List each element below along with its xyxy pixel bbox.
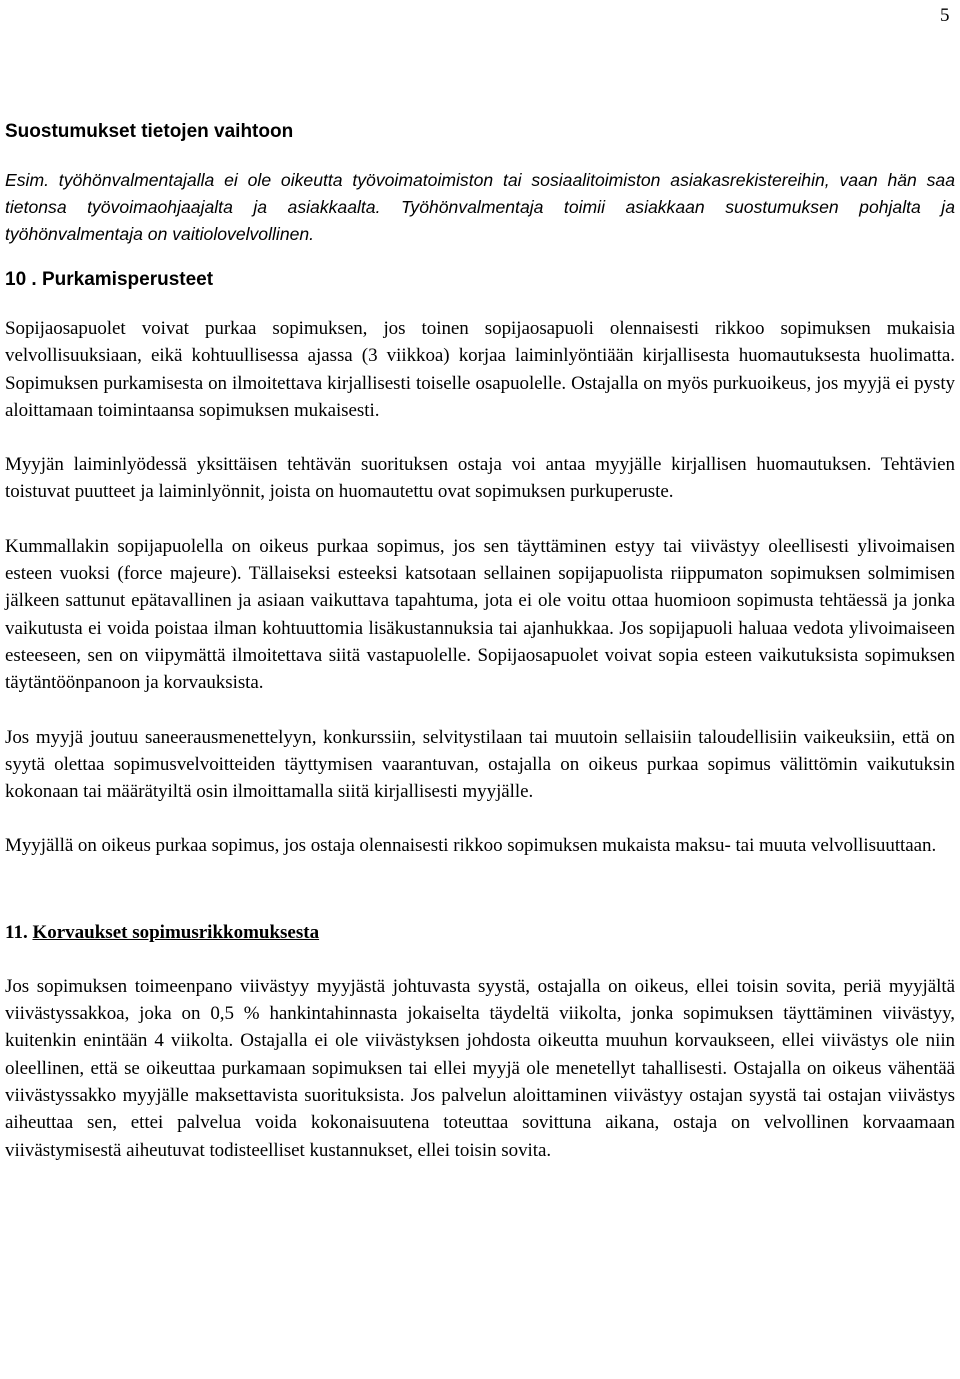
document-body [5, 118, 955, 1164]
section-10-paragraph-5: Myyjällä on oikeus purkaa sopimus, jos ostaja olennaisesti rikkoo sopimuksen mukaista maksu- tai muuta velvollisuuttaan. [5, 835, 937, 857]
section-11-title: Korvaukset sopimusrikkomuksesta [32, 921, 320, 943]
section-10-paragraph-3: Kummallakin sopijapuolella on oikeus purkaa sopimus, jos sen täyttäminen estyy tai viivästyy oleellisesti ylivoimaisen esteen vuoksi (force majeure). Tällaiseksi esteeksi katsotaan sellainen sopijapuolista riippumaton sopimuksen solmimisen jälkeen sattunut epätavallinen ja asiaan vaikuttava tapahtuma, jota ei ole voitu ottaa huomioon sopimusta tehtäessä ja jonka vaikutusta ei voida poistaa ilman kohtuuttomia lisäkustannuksia tai ajanhukkaa. Jos sopijapuoli haluaa vedota ylivoimaiseen esteeseen, sen on viipymättä ilmoitettava siitä vastapuolelle. Sopijaosapuolet voivat sopia esteen vaikutuksista sopimuksen täytäntöönpanoon ja korvauksista. [5, 535, 955, 694]
section-10-paragraph-2: Myyjän laiminlyödessä yksittäisen tehtävän suorituksen ostaja voi antaa myyjälle kirjallisen huomautuksen. Tehtävien toistuvat puutteet ja laiminlyönnit, joista on huomautettu ovat sopimuksen purkuperuste. [5, 454, 955, 503]
consent-heading: Suostumukset tietojen vaihtoon [5, 121, 294, 142]
section-11-heading [5, 919, 955, 946]
section-11-paragraph-1: Jos sopimuksen toimeenpano viivästyy myyjästä johtuvasta syystä, ostajalla on oikeus, ellei toisin sovita, periä myyjältä viivästyssakkoa, joka on 0,5 % hankintahinnasta jokaiselta täydeltä viikolta, jonka sopimuksen täyttäminen viivästyy, kuitenkin enintään 4 viikolta. Ostajalla ei ole viivästyksen johdosta oikeutta muuhun korvaukseen, ellei viivästys ole niin oleellinen, että se oikeuttaa purkamaan sopimuksen tai ellei myyjä ole menetellyt tahallisesti. Ostajalla on oikeus vähentää viivästyssakko myyjälle maksettavista suorituksista. Jos palvelun aloittaminen viivästyy ostajan syystä tai ostajan viivästys aiheuttaa sen, ettei palvelua voida kokonaisuutena toteuttaa sovittuna aikana, ostaja on velvollinen korvaamaan viivästymisestä aiheutuvat todisteelliset kustannukset, ellei toisin sovita. [5, 975, 955, 1161]
section-10-paragraph-4: Jos myyjä joutuu saneerausmenettelyyn, konkurssiin, selvitystilaan tai muutoin sellaisiin taloudellisiin vaikeuksiin, että on syytä olettaa sopimusvelvoitteiden täyttymisen vaarantuvan, ostajalla on oikeus purkaa sopimus välittömin vaikutuksin kokonaan tai määrätyiltä osin ilmoittamalla siitä kirjallisesti myyjälle. [5, 726, 955, 803]
section-10-paragraph-1: Sopijaosapuolet voivat purkaa sopimuksen, jos toinen sopijaosapuoli olennaisesti rikkoo sopimuksen mukaisia velvollisuuksiaan, eikä kohtuullisessa ajassa (3 viikkoa) korjaa laiminlyöntiään kirjallisesta huomautuksesta huolimatta. Sopimuksen purkamisesta on ilmoitettava kirjallisesti toiselle osapuolelle. Ostajalla on myös purkuoikeus, jos myyjä ei pysty aloittamaan toimintaansa sopimuksen mukaisesti. [5, 318, 955, 421]
section-10-heading: 10 . Purkamisperusteet [5, 269, 214, 290]
page-number: 5 [940, 5, 950, 26]
consent-paragraph: Esim. työhönvalmentajalla ei ole oikeutta työvoimatoimiston tai sosiaalitoimiston asiakasrekistereihin, vaan hän saa tietonsa työvoimaohjaajalta ja asiakkaalta. Työhönvalmentaja toimii asiakkaan suostumuksen pohjalta ja työhönvalmentaja on vaitiolovelvollinen. [5, 170, 955, 244]
section-11-number: 11. [5, 921, 28, 943]
